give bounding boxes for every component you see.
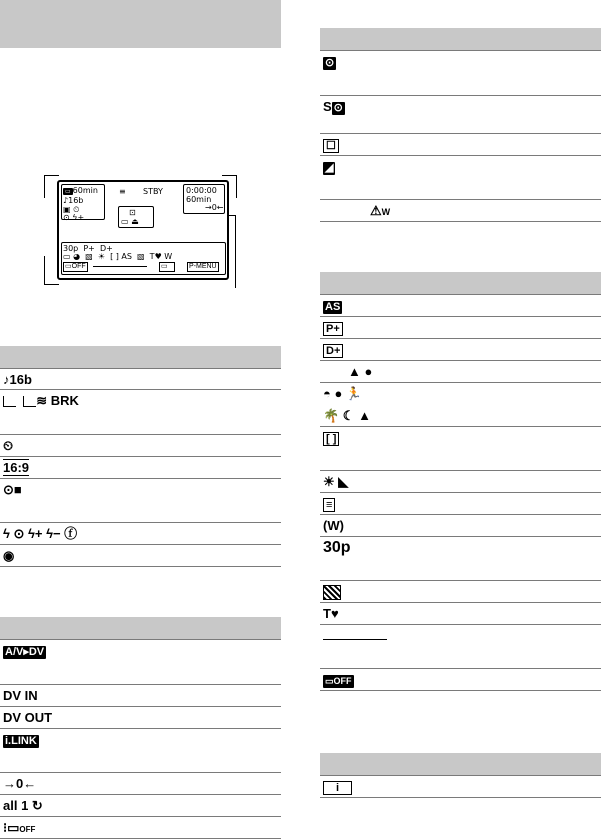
table-row — [320, 295, 601, 317]
burst-multi-icon — [23, 396, 36, 407]
focus-bar-line — [323, 639, 387, 641]
right-table-3 — [320, 753, 601, 798]
spot-meter-icon: [ ] — [323, 430, 339, 446]
stby-text: STBY — [143, 187, 163, 196]
right-table-2 — [320, 272, 601, 691]
table-row — [320, 581, 601, 603]
table-row — [320, 51, 601, 96]
audio-16b-icon: ♪16b — [3, 372, 32, 387]
right-table-1 — [320, 28, 601, 222]
table-row — [320, 776, 601, 798]
left-table-2 — [0, 617, 281, 839]
super-nightshot-icon: S ⊙ — [323, 99, 343, 114]
program-ae-icons-1: ▲ ● — [348, 364, 373, 379]
table-row — [0, 795, 281, 817]
left-table-1 — [0, 346, 281, 567]
ilink-icon: i.LINK — [5, 735, 37, 747]
table-row — [320, 339, 601, 361]
table-row — [320, 134, 601, 156]
right-table-1-header — [320, 28, 601, 51]
p-menu-button: P-MENU — [189, 263, 217, 270]
table-row — [0, 685, 281, 707]
lcd-left-icons: ▣ ⏲ — [63, 205, 80, 214]
lcd-bottom-icons: ▭ ◕ ▧ ☀ [ ] AS ▧ T♥ W — [63, 252, 173, 261]
zero-set-text: →0← — [205, 203, 224, 212]
zebra-icon — [323, 584, 341, 600]
timecode-text: 0:00:00 — [186, 186, 217, 195]
table-row — [0, 640, 281, 685]
nightshot-icon: ⊙ — [325, 57, 335, 69]
lcd-focus-bar — [93, 266, 147, 267]
self-timer-icon: ⏲ — [3, 438, 14, 453]
table-row — [320, 96, 601, 134]
table-row — [0, 707, 281, 729]
color-slow-shutter-icon: ☐ — [323, 137, 339, 153]
table-row — [320, 383, 601, 405]
flash-mode-icons: ϟ ⊙ ϟ+ ϟ− ⓕ — [3, 526, 78, 541]
burst-single-icon — [3, 396, 16, 407]
lcd-mini-button: ▭ — [159, 262, 175, 272]
table-row — [320, 625, 601, 669]
warning-icon: ⚠W — [370, 203, 391, 218]
table-row — [0, 457, 281, 479]
table-row — [320, 669, 601, 691]
display-off-icon: ⁝▭OFF — [3, 820, 36, 835]
auto-shutter-icon: AS — [325, 301, 341, 313]
av-dv-icon: A/V▸DV — [5, 646, 45, 658]
flash-hotshoe-icon: ⊙■ — [3, 482, 22, 497]
lcd-screen-figure — [57, 180, 229, 280]
table-row — [0, 479, 281, 523]
table-row — [320, 405, 601, 427]
table-row — [0, 435, 281, 457]
table-row — [320, 471, 601, 493]
manual-focus-bar-icon — [323, 631, 387, 646]
battery-indicator: ▭ 60min — [65, 186, 98, 195]
lcd-off-icon: ▭OFF — [325, 676, 352, 686]
table-row — [320, 603, 601, 625]
table-row — [0, 545, 281, 567]
left-table-2-header — [0, 617, 281, 640]
table-row — [320, 361, 601, 383]
table-row — [0, 390, 281, 435]
audio-16b-indicator: ♪16b — [63, 196, 84, 205]
table-row — [0, 729, 281, 773]
table-row — [320, 515, 601, 537]
30p-icon: 30p — [323, 539, 351, 556]
right-table-2-header — [320, 272, 601, 295]
tele-macro-icon: T♥ — [323, 606, 339, 621]
program-ae-icons-3: 🌴 ☾ ▲ — [323, 408, 371, 423]
white-balance-icons: ☀ ◣ — [323, 474, 349, 489]
digital-effect-icon: D+ — [323, 342, 343, 358]
fader-icon: ◢ — [325, 162, 334, 174]
table-row — [0, 523, 281, 545]
tape-icon: ≡ — [119, 187, 126, 196]
dv-out-icon: DV OUT — [3, 710, 53, 725]
flash-level-icon: ≡ — [323, 496, 335, 512]
lcd-center-icons: ▭ ⏏ — [121, 217, 139, 226]
table-row — [320, 427, 601, 471]
dv-in-icon: DV IN — [3, 688, 38, 703]
repeat-icons: all 1 ↻ — [3, 798, 43, 813]
left-table-1-header — [0, 346, 281, 369]
table-row — [0, 773, 281, 795]
table-row — [320, 493, 601, 515]
table-row — [320, 317, 601, 339]
wide-icon: 16:9 — [3, 460, 30, 475]
right-table-3-header — [320, 753, 601, 776]
table-row — [0, 369, 281, 390]
remain-text: 60min — [186, 195, 212, 204]
picture-effect-icon: P+ — [323, 320, 343, 336]
lcd-off-button: ▭OFF — [65, 263, 86, 270]
zebra-pattern-icon — [323, 585, 341, 600]
lcd-flash-icons: ⊙ ϟ+ — [63, 213, 85, 222]
frame-rate-text: 30p P+ D+ — [63, 244, 113, 253]
picture-search-icon: ◉ — [3, 548, 15, 563]
info-icon: i — [323, 779, 352, 795]
table-row — [320, 537, 601, 581]
table-row — [320, 200, 601, 222]
table-row — [0, 817, 281, 839]
burst-icon: ≋ BRK — [3, 393, 79, 408]
nightshot-mini-icon: ⊡ — [129, 208, 136, 217]
table-row — [320, 156, 601, 200]
zero-set-icon: →0← — [3, 776, 37, 791]
program-ae-icons-2: ◓ ● 🏃 — [323, 386, 363, 401]
steadyshot-off-icon: (W) — [323, 518, 344, 533]
section-title-box — [0, 0, 281, 48]
